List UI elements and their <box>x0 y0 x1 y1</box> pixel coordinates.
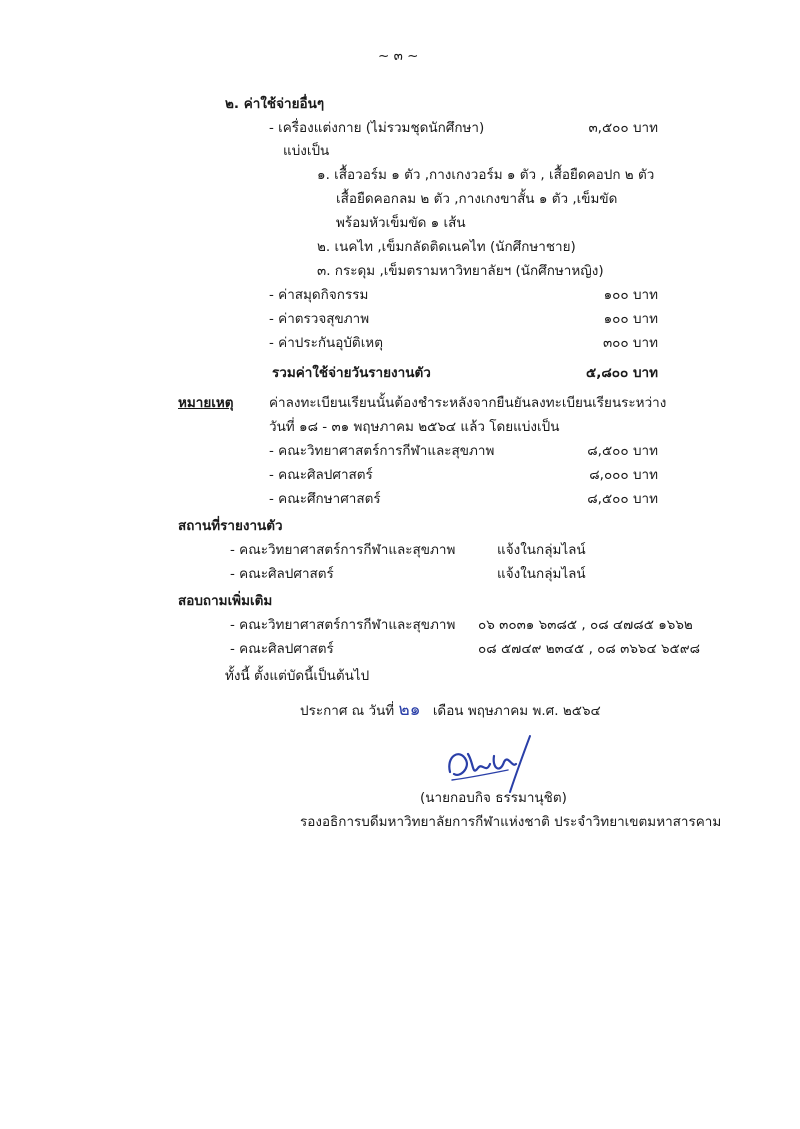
uniform-label: - เครื่องแต่งกาย (ไม่รวมชุดนักศึกษา) <box>269 120 485 136</box>
announce-date <box>300 696 601 723</box>
uniform-item: ๒. เนคไท ,เข็มกลัดติดเนคไท (นักศึกษาชาย) <box>317 239 576 255</box>
inquiry-phone: ๐๖ ๓๐๓๑ ๖๓๘๕ , ๐๘ ๔๗๘๕ ๑๖๖๒ <box>478 617 693 633</box>
uniform-item: ๑. เสื้อวอร์ม ๑ ตัว ,กางเกงวอร์ม ๑ ตัว , เสื้อยืดคอปก ๒ ตัว <box>317 167 655 183</box>
inquiry-heading: สอบถามเพิ่มเติม <box>178 593 273 609</box>
fee-label: - ค่าตรวจสุขภาพ <box>269 311 370 327</box>
fee-label: - ค่าประกันอุบัติเหตุ <box>269 335 383 351</box>
section-heading-other-expenses: ๒. ค่าใช้จ่ายอื่นๆ <box>225 96 325 112</box>
report-location-value: แจ้งในกลุ่มไลน์ <box>497 542 586 558</box>
faculty-fee-label: - คณะศิลปศาสตร์ <box>269 467 373 483</box>
inquiry-label: - คณะวิทยาศาสตร์การกีฬาและสุขภาพ <box>230 617 456 633</box>
uniform-item: ๓. กระดุม ,เข็มตรามหาวิทยาลัยฯ (นักศึกษาหญิง) <box>317 263 604 279</box>
fee-label: - ค่าสมุดกิจกรรม <box>269 287 369 303</box>
uniform-amount: ๓,๕๐๐ บาท <box>588 120 658 136</box>
page-number: ~ ๓ ~ <box>378 48 419 64</box>
uniform-split-label: แบ่งเป็น <box>283 143 330 159</box>
inquiry-phone: ๐๘ ๕๗๔๙ ๒๓๔๕ , ๐๘ ๓๖๖๔ ๖๕๙๘ <box>478 641 701 657</box>
closing-statement: ทั้งนี้ ตั้งแต่บัดนี้เป็นต้นไป <box>225 668 370 684</box>
remark-line: ค่าลงทะเบียนเรียนนั้นต้องชำระหลังจากยืนยันลงทะเบียนเรียนระหว่าง <box>269 395 667 411</box>
remark-label: หมายเหตุ <box>178 395 234 411</box>
faculty-fee-label: - คณะศึกษาศาสตร์ <box>269 491 381 507</box>
total-amount: ๕,๘๐๐ บาท <box>586 365 658 381</box>
total-label: รวมค่าใช้จ่ายวันรายงานตัว <box>272 365 431 381</box>
fee-amount: ๑๐๐ บาท <box>603 311 658 327</box>
faculty-fee-amount: ๘,๕๐๐ บาท <box>587 443 658 459</box>
faculty-fee-amount: ๘,๐๐๐ บาท <box>589 467 658 483</box>
remark-line: วันที่ ๑๘ - ๓๑ พฤษภาคม ๒๕๖๔ แล้ว โดยแบ่งเป็น <box>269 419 560 435</box>
uniform-item: พร้อมหัวเข็มขัด ๑ เส้น <box>336 215 466 231</box>
faculty-fee-label: - คณะวิทยาศาสตร์การกีฬาและสุขภาพ <box>269 443 495 459</box>
report-location-value: แจ้งในกลุ่มไลน์ <box>497 566 586 582</box>
report-location-heading: สถานที่รายงานตัว <box>178 518 283 534</box>
uniform-item: เสื้อยืดคอกลม ๒ ตัว ,กางเกงขาสั้น ๑ ตัว ,เข็มขัด <box>336 191 618 207</box>
fee-amount: ๓๐๐ บาท <box>602 335 658 351</box>
inquiry-label: - คณะศิลปศาสตร์ <box>230 641 334 657</box>
announce-month: เดือน พฤษภาคม พ.ศ. ๒๕๖๔ <box>432 703 601 719</box>
signer-name: (นายกอบกิจ ธรรมานุชิต) <box>420 790 567 806</box>
report-location-label: - คณะศิลปศาสตร์ <box>230 566 334 582</box>
faculty-fee-amount: ๘,๕๐๐ บาท <box>587 491 658 507</box>
announce-prefix: ประกาศ ณ วันที่ <box>300 703 395 719</box>
signer-position: รองอธิการบดีมหาวิทยาลัยการกีฬาแห่งชาติ ประจำวิทยาเขตมหาสารคาม <box>300 814 722 830</box>
report-location-label: - คณะวิทยาศาสตร์การกีฬาและสุขภาพ <box>230 542 456 558</box>
announce-day: ๒๑ <box>398 700 421 720</box>
signature-icon <box>438 734 548 794</box>
fee-amount: ๑๐๐ บาท <box>603 287 658 303</box>
